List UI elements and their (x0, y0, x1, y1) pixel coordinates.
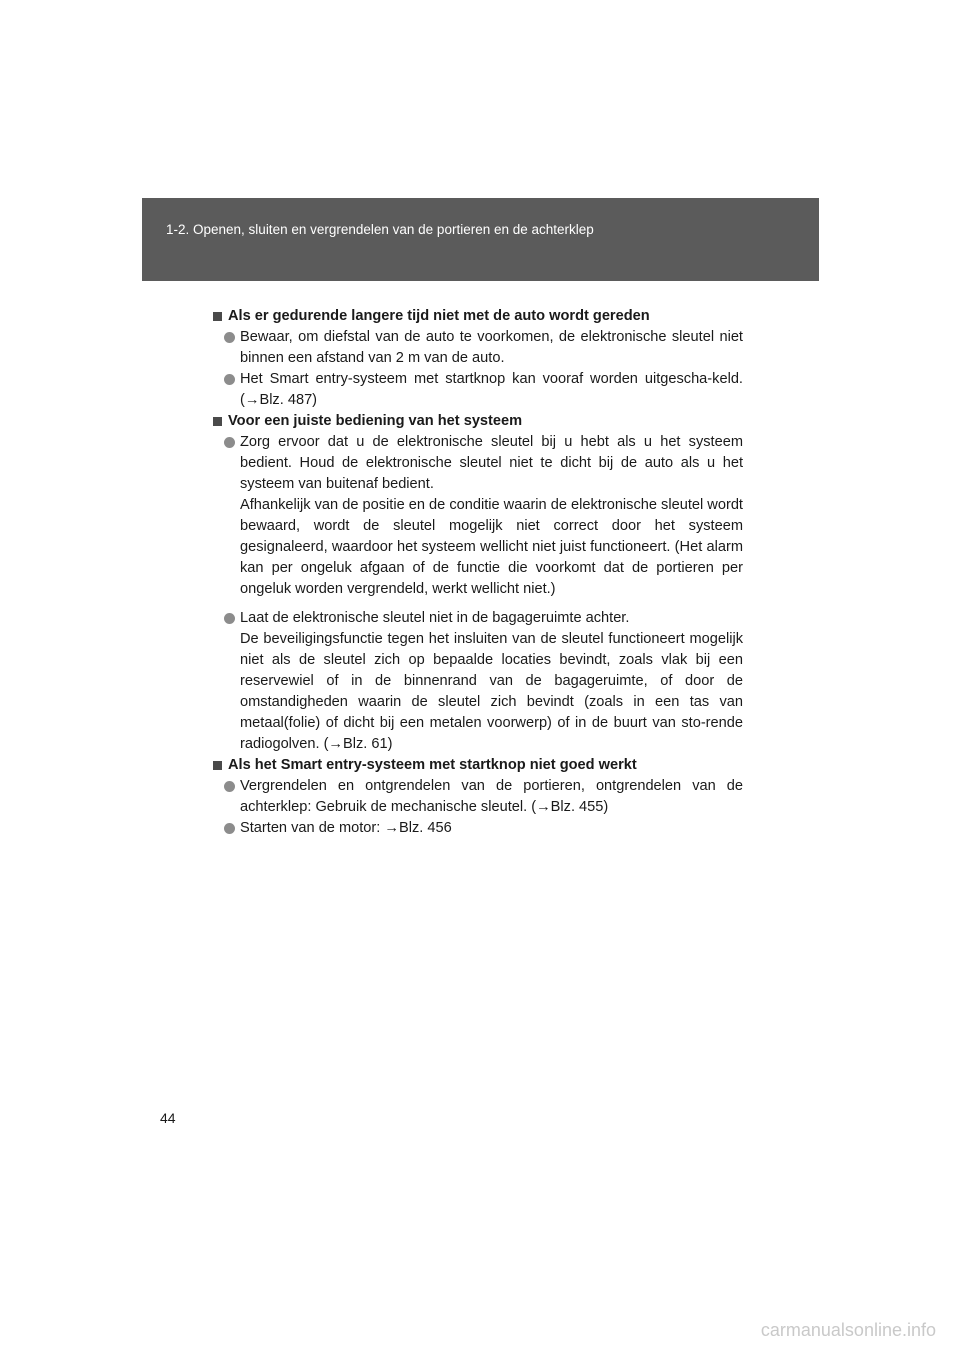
round-bullet-icon (224, 437, 235, 448)
section-heading-correct-operation (213, 411, 743, 432)
heading-text: Als er gedurende langere tijd niet met de auto wordt gereden (228, 308, 650, 324)
bullet-item (213, 432, 743, 495)
bullet-text: Starten van de motor: →Blz. 456 (240, 820, 452, 836)
square-bullet-icon (213, 761, 222, 770)
page-content (213, 306, 743, 839)
square-bullet-icon (213, 417, 222, 426)
bullet-item (213, 608, 743, 629)
section-heading-malfunction (213, 755, 743, 776)
square-bullet-icon (213, 312, 222, 321)
bullet-item (213, 369, 743, 411)
page-number: 44 (160, 1110, 176, 1126)
chapter-title: 1-2. Openen, sluiten en vergrendelen van de portieren en de achterklep (166, 222, 594, 237)
bullet-item (213, 818, 743, 839)
round-bullet-icon (224, 823, 235, 834)
bullet-text: Laat de elektronische sleutel niet in de bagageruimte achter. (240, 610, 630, 626)
chapter-header-band (142, 198, 819, 281)
bullet-item (213, 327, 743, 369)
heading-text: Voor een juiste bediening van het systeem (228, 413, 523, 429)
round-bullet-icon (224, 781, 235, 792)
bullet-text: Vergrendelen en ontgrendelen van de portieren, ontgrendelen van de achterklep: Gebruik de mechanische sleutel. (→Blz. 455) (240, 778, 743, 815)
paragraph: De beveiligingsfunctie tegen het insluiten van de sleutel functioneert mogelijk niet als de sleutel zich op bepaalde locaties bevindt, zoals vlak bij een reservewiel of in de binnenrand van de bagageruimte, of door de omstandigheden waarin de sleutel zich bevindt (zoals in een tas van metaal(folie) of dicht bij een metalen voorwerp) of in de buurt van sto-rende radiogolven. (→Blz. 61) (240, 631, 743, 752)
section-heading-unused-vehicle (213, 306, 743, 327)
round-bullet-icon (224, 332, 235, 343)
watermark: carmanualsonline.info (760, 1320, 936, 1340)
bullet-item (213, 776, 743, 818)
heading-text: Als het Smart entry-systeem met startknop niet goed werkt (228, 757, 637, 773)
paragraph: Afhankelijk van de positie en de conditie waarin de elektronische sleutel wordt bewaard, wordt de sleutel mogelijk niet correct door het systeem gesignaleerd, waardoor het systeem wellicht niet juist functioneert. (Het alarm kan per ongeluk afgaan of de functie die voorkomt dat de portieren per ongeluk worden vergrendeld, werkt wellicht niet.) (240, 497, 743, 597)
bullet-text: Zorg ervoor dat u de elektronische sleutel bij u hebt als u het systeem bedient. Houd de elektronische sleutel niet te dicht bij de auto als u het systeem van buitenaf bedient. (240, 434, 743, 492)
round-bullet-icon (224, 374, 235, 385)
bullet-text: Het Smart entry-systeem met startknop kan vooraf worden uitgescha-keld. (→Blz. 487) (240, 371, 743, 408)
round-bullet-icon (224, 613, 235, 624)
bullet-text: Bewaar, om diefstal van de auto te voorkomen, de elektronische sleutel niet binnen een afstand van 2 m van de auto. (240, 329, 743, 366)
